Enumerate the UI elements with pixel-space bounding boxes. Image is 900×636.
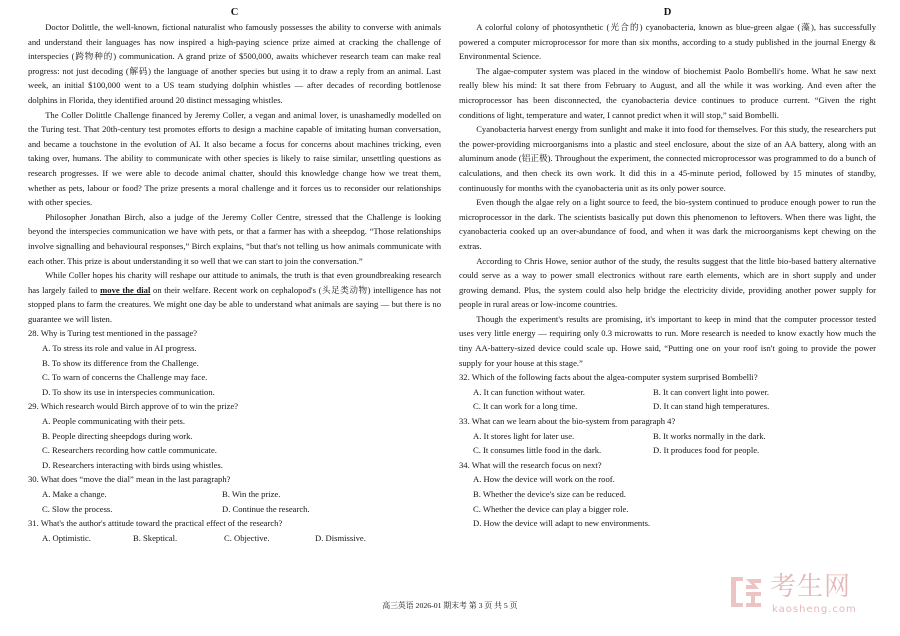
passage-c-paragraph-4: [28, 268, 441, 326]
q34-option-c[interactable]: C. Whether the device can play a bigger role.: [473, 503, 629, 514]
page-footer: 高三英语 2026-01 期末考 第 3 页 共 5 页: [382, 601, 518, 610]
q29-option-b[interactable]: B. People directing sheepdogs during work.: [42, 430, 193, 441]
p4-text-before: While Coller hopes his charity will reshape our attitude to animals, the truth is that even groundbreaking research has largely failed to: [28, 270, 441, 295]
question-30: 30. What does “move the dial” mean in the last paragraph?: [28, 474, 231, 485]
q32-option-a[interactable]: A. It can function without water.: [473, 386, 585, 397]
q28-option-c[interactable]: C. To warn of concerns the Challenge may face.: [42, 372, 208, 383]
q29-option-c[interactable]: C. Researchers recording how cattle communicate.: [42, 445, 217, 456]
q33-options-row-1: [459, 429, 876, 444]
q28-option-b[interactable]: B. To show its difference from the Challenge.: [42, 357, 199, 368]
q34-option-b[interactable]: B. Whether the device's size can be reduced.: [473, 489, 626, 499]
q33-option-a[interactable]: A. It stores light for later use.: [473, 430, 575, 441]
q28-option-d[interactable]: D. To show its use in interspecies communication.: [42, 386, 215, 397]
q31-option-a[interactable]: A. Optimistic.: [42, 532, 91, 543]
passage-d-paragraph-6: Though the experiment's results are promising, it's important to keep in mind that the computer processor tested uses very little energy — requiring only 0.3 microwatts to run. More research is needed to know exactly how much the tiny AA-battery-sized device could scale up. Howe said, “Putting one on your roof isn't going to provide the power supply for your house at this stage.”: [459, 313, 876, 368]
question-32: 32. Which of the following facts about the algea-computer system surprised Bombelli?: [459, 372, 758, 383]
q33-options-row-2: [459, 443, 876, 458]
passage-c-paragraph-1: Doctor Dolittle, the well-known, fictional naturalist who famously possesses the ability to converse with animals and understand their languages has now inspired a high-paying science prize aimed at cracking the challenge of interspecies (跨物种的) communication. A grand prize of $500,000, awaits whichever research team can make real progress: not just decoding (解码) the language of another species but using it to draw a reply from an animal. Last week, an initial $100,000 went to a US team studying dolphin whistles — after decades of recording bottlenose dolphins in Florida, they identified around 20 distinct messaging whistles.: [28, 22, 441, 105]
q33-option-d[interactable]: D. It produces food for people.: [653, 445, 760, 456]
passage-d-paragraph-3: Cyanobacteria harvest energy from sunlight and make it into food for themselves. For this study, the researchers put the power-providing microorganisms into a plastic and steel enclosure, about the size of an AA battery, along with an aluminum anode (铝正极). Throughout the experiment, the connected microprocessor was programmed to do a bunch of calculations, and then check its own work. It did this in a 45-minute period, followed by 15 minutes of standby, continuously for months with the cyanobacteria unit as its only power source.: [459, 124, 876, 193]
q32-options-row-2: [459, 399, 876, 414]
section-d-column: [459, 6, 876, 531]
passage-d-paragraph-1: A colorful colony of photosynthetic (光合的) cyanobacteria, known as blue-green algae (藻), has successfully powered a computer microprocessor for more than six months, according to a study published in the journal Energy & Environmental Science.: [459, 22, 876, 62]
q34-option-d[interactable]: D. How the device will adapt to new environments.: [473, 518, 651, 529]
q30-options-row-2: [28, 502, 441, 517]
passage-c-paragraph-3: Philosopher Jonathan Birch, also a judge of the Jeremy Coller Centre, stressed that the Challenge is looking beyond the interspecies communication we have with pets, or that a farmer has with a sheepdog. “Those relationships involve signalling and behavioural responses,” Birch explains, “but that's not telling us how animals communicate with each other. This prize is about understanding it so well that we can start to join the conversation.”: [28, 211, 441, 266]
passage-d-paragraph-5: According to Chris Howe, senior author of the study, the results suggest that the little bio-based battery alternative could serve as a way to power small electronics without rare earth elements, which are in short supply and under growing demand. Plus, the system could also help bridge the electricity divide, providing another power supply for people in rural areas or low-income countries.: [459, 255, 876, 310]
watermark-text-en: kaosheng.com: [772, 604, 857, 615]
passage-d-paragraph-4: Even though the algae rely on a light source to feed, the bio-system continued to produce enough power to run the microprocessor in the dark. The scientists basically put down this phenomenon to leftovers. When there was light, the cyanobacteria cooked up an over-abundance of food, and when it was dark the microorganisms kept chewing on the extras.: [459, 197, 876, 251]
q31-option-b[interactable]: B. Skeptical.: [133, 532, 178, 543]
section-c-column: [28, 6, 441, 545]
q30-options-row-1: [28, 487, 441, 502]
q30-option-d[interactable]: D. Continue the research.: [222, 503, 310, 514]
p4-text-after: on their welfare. Recent work on cephalopod's (头足类动物) intelligence has not stopped plans to farm the creatures. We might one day be able to understand what animals are saying — but there is no guarantee we will listen.: [28, 284, 442, 324]
q32-option-c[interactable]: C. It can work for a long time.: [473, 401, 578, 412]
passage-c-paragraph-2: The Coller Dolittle Challenge financed by Jeremy Coller, a vegan and animal lover, is unashamedly modelled on the Turing test. That 20th-century test promotes efforts to design a machine capable of imitating human conversation, and became a touchstone in the evolution of AI. It also became a focus for concerns about machines tricking, even taking over, humans. The ability to communicate with other species is likely to raise similar, unsettling questions as research progresses. If we were able to decode animal chatter, should this knowledge change how we treat them, whether as pets, labour or food? The prize presents a moral challenge and it forces us to reconsider our relationships with other species.: [28, 109, 441, 208]
q31-options-row: [28, 531, 441, 546]
question-34: 34. What will the research focus on next?: [459, 459, 602, 470]
question-28: 28. Why is Turing test mentioned in the passage?: [28, 328, 198, 339]
q32-option-d[interactable]: D. It can stand high temperatures.: [653, 401, 770, 412]
q31-option-d[interactable]: D. Dismissive.: [315, 532, 366, 543]
watermark-logo-icon: [728, 573, 766, 611]
section-d-heading: D: [663, 7, 672, 18]
q34-option-a[interactable]: A. How the device will work on the roof.: [473, 474, 615, 485]
q32-option-b[interactable]: B. It can convert light into power.: [653, 386, 769, 397]
passage-d-paragraph-2: The algae-computer system was placed in the window of biochemist Paolo Bombelli's home. What he saw next really blew his mind: It sat there from February to August, and all the while it was working. And even after the microprocessor has been disconnected, the cyanobacteria device continues to produce current. “Given the right conditions of light, temperature and water, I cannot predict when it will stop,” said Bombelli.: [459, 65, 876, 120]
q30-option-a[interactable]: A. Make a change.: [42, 489, 107, 499]
q28-option-a[interactable]: A. To stress its role and value in AI progress.: [42, 343, 197, 354]
q30-option-c[interactable]: C. Slow the process.: [42, 503, 113, 514]
q33-option-c[interactable]: C. It consumes little food in the dark.: [473, 445, 602, 456]
question-29: 29. Which research would Birch approve of to win the prize?: [28, 401, 239, 412]
underlined-phrase: move the dial: [100, 284, 151, 295]
q30-option-b[interactable]: B. Win the prize.: [222, 489, 281, 499]
q33-option-b[interactable]: B. It works normally in the dark.: [653, 430, 766, 441]
question-31: 31. What's the author's attitude toward the practical effect of the research?: [28, 518, 283, 529]
site-watermark: [728, 571, 878, 623]
question-33: 33. What can we learn about the bio-system from paragraph 4?: [459, 416, 676, 427]
q31-option-c[interactable]: C. Objective.: [224, 532, 270, 543]
watermark-text-cn: 考生网: [770, 572, 852, 602]
section-c-heading: C: [230, 7, 239, 18]
q29-option-a[interactable]: A. People communicating with their pets.: [42, 416, 185, 427]
q32-options-row-1: [459, 385, 876, 400]
q29-option-d[interactable]: D. Researchers interacting with birds using whistles.: [42, 459, 223, 470]
